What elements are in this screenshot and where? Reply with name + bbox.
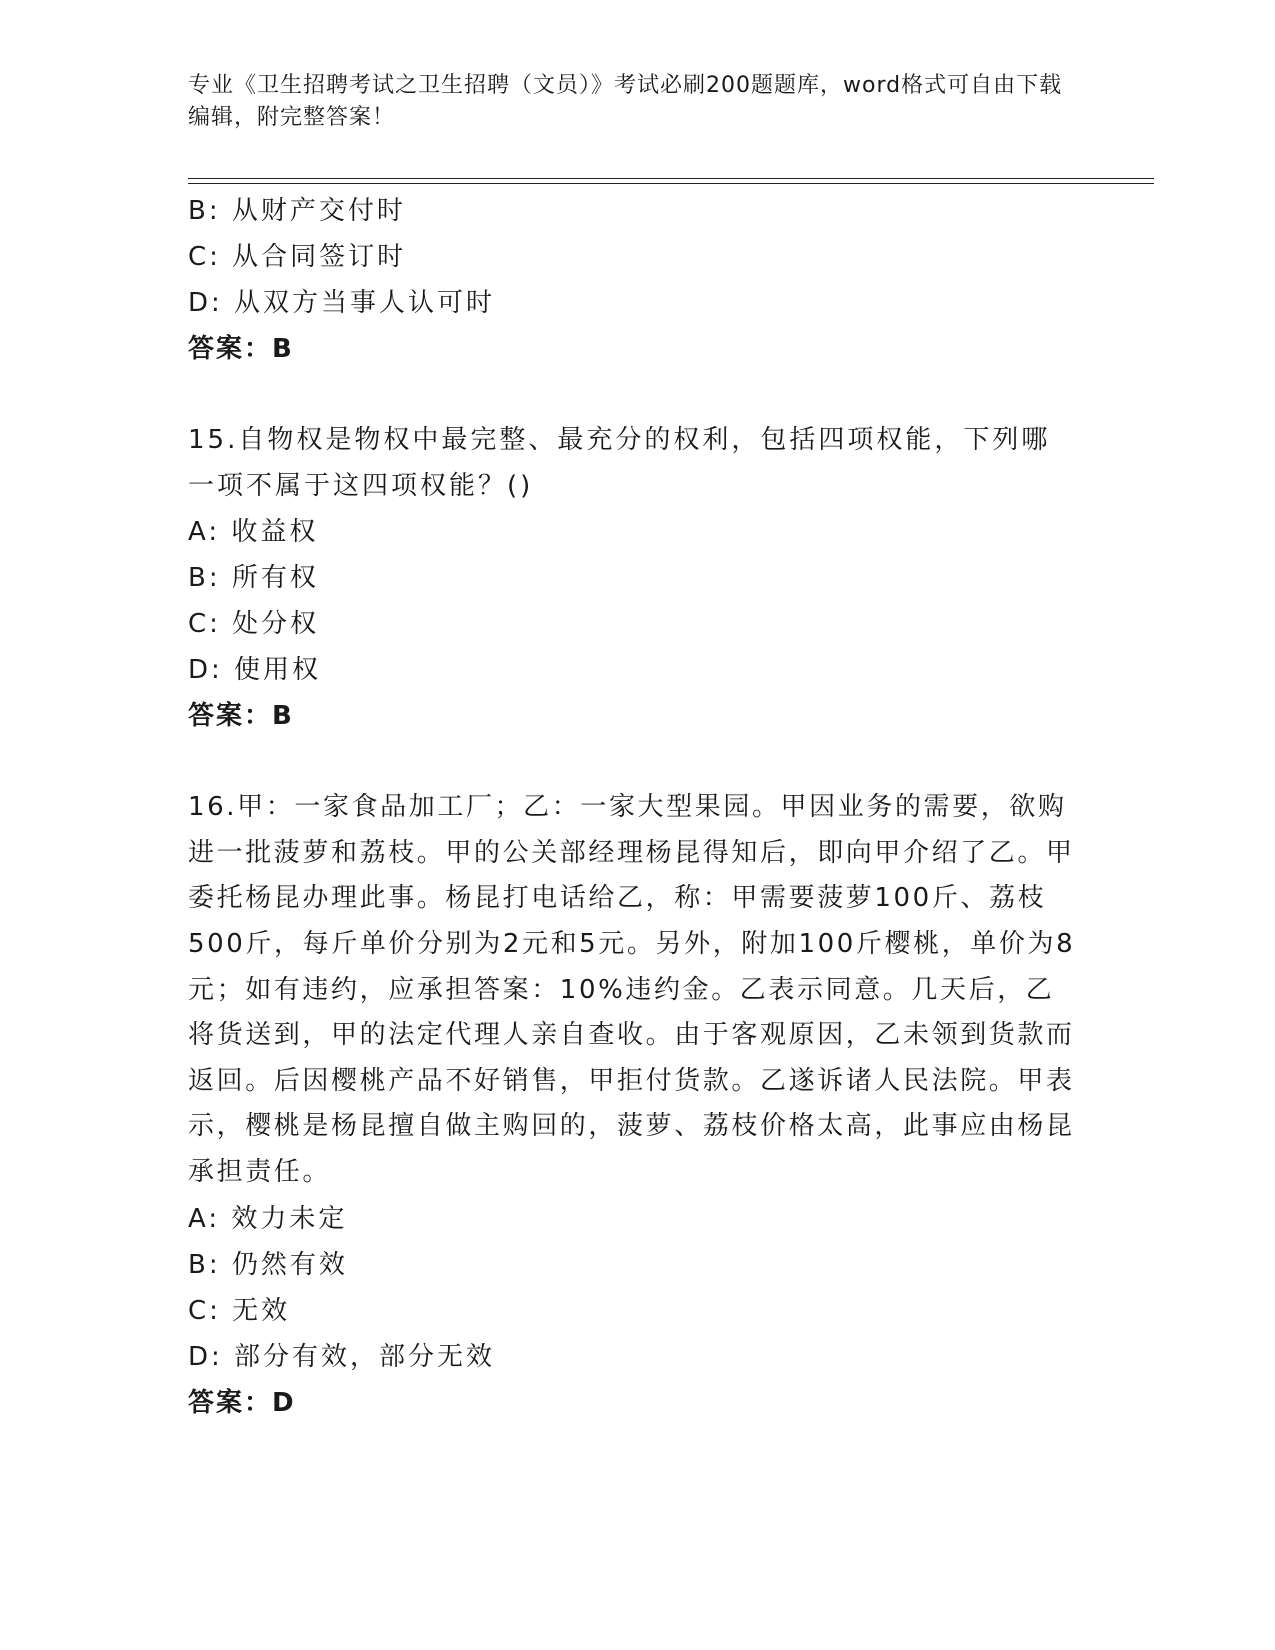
option-d: D: 部分有效，部分无效 (188, 1341, 496, 1372)
question-14-continued (188, 188, 1078, 372)
answer-label: 答案： (188, 334, 273, 364)
answer-line (188, 1380, 1078, 1426)
answer-value: B (272, 701, 293, 732)
option-d: D: 从双方当事人认可时 (188, 288, 496, 318)
option-c: C: 处分权 (188, 609, 320, 640)
option-a: A: 收益权 (188, 517, 319, 548)
option-d: D: 使用权 (188, 655, 322, 686)
header-divider-bottom (188, 183, 1154, 184)
option-a: A: 效力未定 (188, 1203, 348, 1234)
answer-line (188, 326, 1078, 372)
option-b: B: 仍然有效 (188, 1249, 348, 1280)
option-c: C: 从合同签订时 (188, 242, 407, 272)
answer-label: 答案： (188, 701, 273, 732)
option-b: B: 所有权 (188, 563, 319, 594)
answer-label: 答案： (188, 1387, 273, 1418)
question-stem: 15.自物权是物权中最完整、最充分的权利，包括四项权能，下列哪一项不属于这四项权能？() (188, 425, 1051, 501)
question-stem: 16.甲：一家食品加工厂；乙：一家大型果园。甲因业务的需要，欲购进一批菠萝和荔枝。甲的公关部经理杨昆得知后，即向甲介绍了乙。甲委托杨昆办理此事。杨昆打电话给乙，称：甲需要菠萝100斤、荔枝500斤，每斤单价分别为2元和5元。另外，附加100斤樱桃，单价为8元；如有违约，应承担答案：10%违约金。乙表示同意。几天后，乙将货送到，甲的法定代理人亲自查收。由于客观原因，乙未领到货款而返回。后因樱桃产品不好销售，甲拒付货款。乙遂诉诸人民法院。甲表示，樱桃是杨昆擅自做主购回的，菠萝、荔枝价格太高，此事应由杨昆承担责任。 (188, 792, 1076, 1187)
option-c: C: 无效 (188, 1295, 291, 1326)
question-16 (188, 785, 1078, 1425)
question-list (188, 188, 1078, 1472)
answer-value: D (272, 1387, 295, 1418)
answer-value: B (272, 334, 293, 364)
document-header: 专业《卫生招聘考试之卫生招聘（文员）》考试必刷200题题库，word格式可自由下载编辑，附完整答案！ (188, 73, 1063, 130)
header-divider-top (188, 178, 1154, 179)
option-b: B: 从财产交付时 (188, 196, 406, 226)
question-15 (188, 418, 1078, 739)
answer-line (188, 693, 1078, 739)
